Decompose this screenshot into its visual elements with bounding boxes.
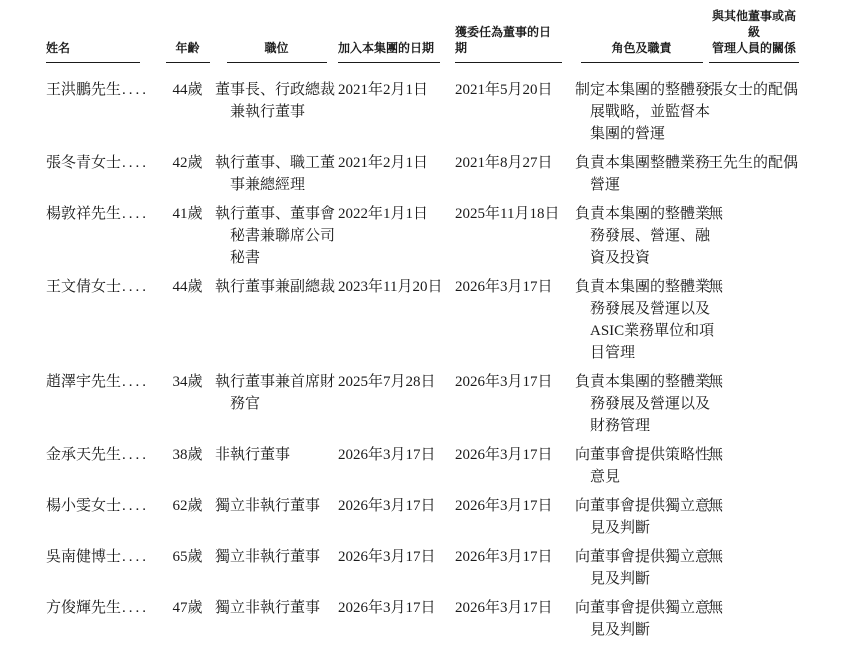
cell-roles: 負責本集團的整體業 務發展及營運以及 財務管理	[575, 374, 711, 434]
dot-leader: ....	[122, 279, 150, 295]
cell-date-appointed: 2021年5月20日	[455, 82, 553, 98]
name-text: 張冬青女士	[46, 155, 122, 171]
cell-date-appointed: 2026年3月17日	[455, 374, 553, 390]
dot-leader: ....	[122, 82, 150, 98]
cell-relationship: 張女士的配偶	[708, 82, 799, 98]
directors-table	[46, 8, 800, 648]
cell-date-appointed: 2021年8月27日	[455, 155, 553, 171]
director-row	[46, 63, 800, 152]
cell-age: 41歲	[172, 206, 203, 222]
cell-relationship: 無	[708, 549, 724, 565]
cell-position: 董事長、行政總裁 兼執行董事	[215, 82, 336, 120]
cell-roles: 向董事會提供獨立意 見及判斷	[575, 549, 711, 587]
cell-relationship: 無	[708, 600, 724, 616]
cell-date-appointed: 2026年3月17日	[455, 279, 553, 295]
dot-leader: ....	[122, 549, 150, 565]
cell-roles: 制定本集團的整體發 展戰略，並監督本 集團的營運	[575, 82, 711, 142]
cell-name	[46, 371, 160, 444]
header-name: 姓名	[46, 8, 160, 63]
header-age: 年齡	[160, 8, 215, 63]
cell-age: 34歲	[172, 374, 203, 390]
cell-roles: 負責本集團的整體業 務發展、營運、融 資及投資	[575, 206, 711, 266]
cell-age: 65歲	[172, 549, 203, 565]
cell-position: 獨立非執行董事	[215, 600, 321, 616]
cell-position: 獨立非執行董事	[215, 549, 321, 565]
cell-roles: 負責本集團整體業務 營運	[575, 155, 711, 193]
name-text: 楊小雯女士	[46, 498, 122, 514]
cell-date-joined: 2021年2月1日	[338, 155, 429, 171]
director-row	[46, 495, 800, 546]
cell-name	[46, 546, 160, 597]
cell-position: 執行董事兼副總裁	[215, 279, 336, 295]
cell-name	[46, 63, 160, 152]
header-relationship: 與其他董事或高級 管理人員的關係	[708, 8, 800, 63]
name-text: 王洪鵬先生	[46, 82, 122, 98]
header-date-appointed: 獲委任為董事的日期	[455, 8, 575, 63]
cell-date-joined: 2026年3月17日	[338, 600, 436, 616]
cell-relationship: 無	[708, 279, 724, 295]
cell-roles: 負責本集團的整體業 務發展及營運以及 ASIC業務單位和項 目管理	[575, 279, 715, 361]
cell-date-appointed: 2026年3月17日	[455, 498, 553, 514]
dot-leader: ....	[122, 374, 150, 390]
dot-leader: ....	[122, 206, 150, 222]
name-text: 方俊輝先生	[46, 600, 122, 616]
name-text: 趙澤宇先生	[46, 374, 122, 390]
dot-leader: ....	[122, 155, 150, 171]
cell-position: 非執行董事	[215, 447, 291, 463]
cell-date-joined: 2023年11月20日	[338, 279, 443, 295]
cell-date-joined: 2025年7月28日	[338, 374, 436, 390]
cell-date-joined: 2026年3月17日	[338, 549, 436, 565]
director-row	[46, 444, 800, 495]
director-row	[46, 597, 800, 648]
cell-age: 47歲	[172, 600, 203, 616]
dot-leader: ....	[122, 447, 150, 463]
cell-age: 42歲	[172, 155, 203, 171]
header-roles: 角色及職責	[575, 8, 708, 63]
director-row	[46, 276, 800, 371]
cell-name	[46, 597, 160, 648]
cell-date-joined: 2021年2月1日	[338, 82, 429, 98]
cell-position: 執行董事、職工董 事兼總經理	[215, 155, 336, 193]
cell-name	[46, 203, 160, 276]
cell-date-appointed: 2026年3月17日	[455, 447, 553, 463]
cell-age: 44歲	[172, 82, 203, 98]
cell-date-appointed: 2025年11月18日	[455, 206, 560, 222]
cell-relationship: 無	[708, 206, 724, 222]
header-date-joined: 加入本集團的日期	[338, 8, 455, 63]
cell-relationship: 王先生的配偶	[708, 155, 799, 171]
cell-relationship: 無	[708, 447, 724, 463]
cell-age: 38歲	[172, 447, 203, 463]
name-text: 楊敦祥先生	[46, 206, 122, 222]
cell-name	[46, 276, 160, 371]
cell-relationship: 無	[708, 374, 724, 390]
dot-leader: ....	[122, 600, 150, 616]
cell-name	[46, 444, 160, 495]
cell-date-joined: 2022年1月1日	[338, 206, 429, 222]
cell-age: 62歲	[172, 498, 203, 514]
cell-roles: 向董事會提供獨立意 見及判斷	[575, 498, 711, 536]
cell-date-joined: 2026年3月17日	[338, 447, 436, 463]
name-text: 王文倩女士	[46, 279, 122, 295]
cell-position: 執行董事兼首席財 務官	[215, 374, 336, 412]
name-text: 吳南健博士	[46, 549, 122, 565]
header-position: 職位	[215, 8, 338, 63]
director-row	[46, 152, 800, 203]
cell-position: 獨立非執行董事	[215, 498, 321, 514]
cell-age: 44歲	[172, 279, 203, 295]
cell-date-joined: 2026年3月17日	[338, 498, 436, 514]
header-row	[46, 8, 800, 63]
name-text: 金承天先生	[46, 447, 122, 463]
director-row	[46, 203, 800, 276]
cell-roles: 向董事會提供策略性 意見	[575, 447, 711, 485]
director-row	[46, 546, 800, 597]
cell-name	[46, 152, 160, 203]
cell-relationship: 無	[708, 498, 724, 514]
cell-date-appointed: 2026年3月17日	[455, 600, 553, 616]
cell-position: 執行董事、董事會 秘書兼聯席公司 秘書	[215, 206, 336, 266]
cell-date-appointed: 2026年3月17日	[455, 549, 553, 565]
cell-roles: 向董事會提供獨立意 見及判斷	[575, 600, 711, 638]
cell-name	[46, 495, 160, 546]
dot-leader: ....	[122, 498, 150, 514]
director-row	[46, 371, 800, 444]
